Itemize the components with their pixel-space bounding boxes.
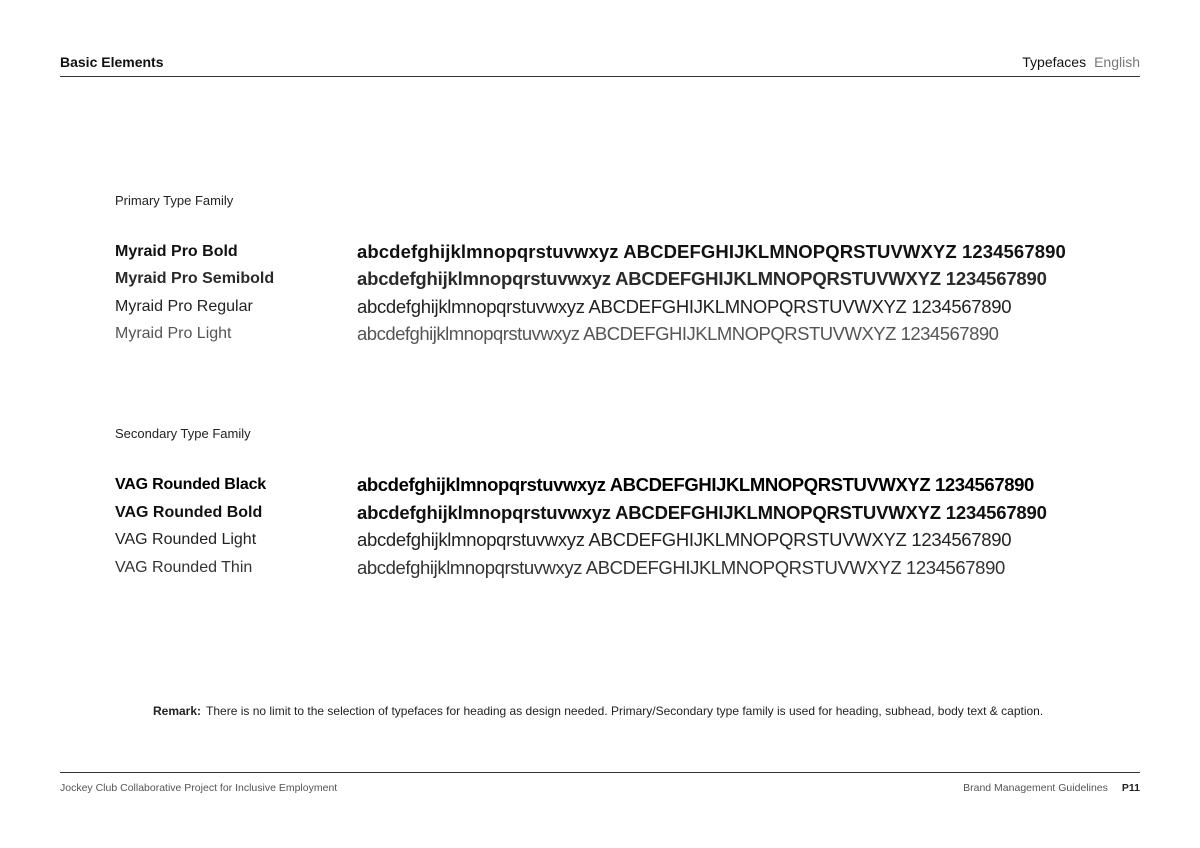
typeface-name: VAG Rounded Black <box>115 476 266 493</box>
typeface-name: Myraid Pro Semibold <box>115 270 275 287</box>
secondary-family-label: Secondary Type Family <box>115 426 251 441</box>
page-header <box>60 52 1140 77</box>
typeface-name: VAG Rounded Thin <box>115 559 253 576</box>
typeface-row <box>115 325 1135 349</box>
typeface-row <box>115 243 1135 267</box>
typeface-name: VAG Rounded Bold <box>115 504 263 521</box>
typeface-name: Myraid Pro Regular <box>115 298 253 315</box>
typeface-row <box>115 504 1135 528</box>
language-label: English <box>1094 54 1140 70</box>
typeface-sample: abcdefghijklmnopqrstuvwxyz ABCDEFGHIJKLMNOPQRSTUVWXYZ 1234567890 <box>357 529 1012 550</box>
typeface-row <box>115 476 1135 500</box>
typeface-sample: abcdefghijklmnopqrstuvwxyz ABCDEFGHIJKLMNOPQRSTUVWXYZ 1234567890 <box>357 296 1012 317</box>
typeface-row <box>115 270 1135 294</box>
typeface-sample: abcdefghijklmnopqrstuvwxyz ABCDEFGHIJKLMNOPQRSTUVWXYZ 1234567890 <box>357 323 999 344</box>
typeface-sample: abcdefghijklmnopqrstuvwxyz ABCDEFGHIJKLMNOPQRSTUVWXYZ 1234567890 <box>357 268 1047 289</box>
typeface-sample: abcdefghijklmnopqrstuvwxyz ABCDEFGHIJKLMNOPQRSTUVWXYZ 1234567890 <box>357 474 1034 495</box>
typeface-sample: abcdefghijklmnopqrstuvwxyz ABCDEFGHIJKLMNOPQRSTUVWXYZ 1234567890 <box>357 502 1047 523</box>
typeface-sample: abcdefghijklmnopqrstuvwxyz ABCDEFGHIJKLMNOPQRSTUVWXYZ 1234567890 <box>357 557 1005 578</box>
page-number: P11 <box>1121 782 1140 794</box>
footer-right <box>963 782 1140 794</box>
typeface-row <box>115 559 1135 583</box>
topic-label: Typefaces <box>1022 54 1087 70</box>
typeface-row <box>115 531 1135 555</box>
typeface-name: VAG Rounded Light <box>115 531 257 548</box>
document-name: Brand Management Guidelines <box>963 782 1108 794</box>
typeface-sample: abcdefghijklmnopqrstuvwxyz ABCDEFGHIJKLMNOPQRSTUVWXYZ 1234567890 <box>357 241 1066 262</box>
project-name: Jockey Club Collaborative Project for Inclusive Employment <box>60 782 338 794</box>
primary-family-label: Primary Type Family <box>115 193 234 208</box>
typeface-name: Myraid Pro Light <box>115 325 232 342</box>
header-topic <box>1022 54 1140 70</box>
remark-text: There is no limit to the selection of typefaces for heading as design needed. Primary/Secondary type family is used for heading, subhead, body text & caption. <box>206 704 1044 718</box>
page-footer <box>60 772 1140 797</box>
section-title: Basic Elements <box>60 54 164 70</box>
typeface-row <box>115 298 1135 322</box>
remark-note <box>153 704 1043 718</box>
typeface-name: Myraid Pro Bold <box>115 243 238 260</box>
remark-label: Remark: <box>153 704 202 718</box>
